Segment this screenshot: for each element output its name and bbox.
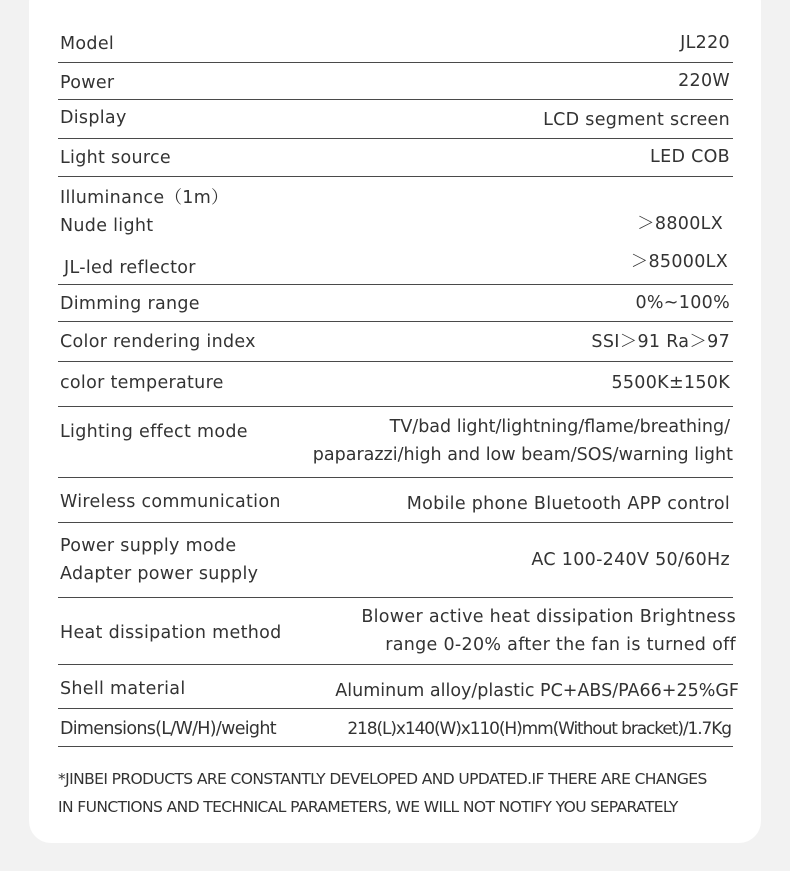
spec-value: Mobile phone Bluetooth APP control [406,494,730,514]
spec-row-shell-material [58,664,739,709]
spec-label: Dimming range [60,294,200,314]
spec-row-power [58,62,733,100]
spec-value-line1: Blower active heat dissipation Brightness [361,607,736,627]
spec-value-line2: range 0-20% after the fan is turned off [385,635,736,655]
spec-value: 0%~100% [635,293,730,313]
spec-sub-value-reflector: ＞85000LX [630,252,728,272]
spec-label: Illuminance（1m） [60,188,229,208]
spec-row-cri [58,321,733,362]
spec-row-dimensions [58,708,733,747]
spec-value: Aluminum alloy/plastic PC+ABS/PA66+25%GF [335,681,739,701]
spec-label: Power [60,73,115,93]
spec-label-line2: Adapter power supply [60,564,259,584]
spec-value: AC 100-240V 50/60Hz [531,550,730,570]
spec-label: Model [60,34,115,54]
spec-label: Light source [60,148,171,168]
spec-value-line2: paparazzi/high and low beam/SOS/warning light [312,445,733,465]
spec-row-light-source [58,138,733,177]
spec-row-heat-dissipation [58,597,736,665]
spec-row-illuminance [58,176,733,285]
spec-label: Lighting effect mode [60,422,248,442]
spec-label: color temperature [60,373,224,393]
spec-sub-label-nude: Nude light [60,216,154,236]
spec-row-model [58,24,733,63]
spec-label: Shell material [60,679,186,699]
spec-value: 5500K±150K [611,373,730,393]
spec-row-display [58,99,733,139]
spec-row-wireless [58,477,733,523]
spec-label: Display [60,108,127,128]
spec-sub-label-reflector: JL-led reflector [64,258,196,278]
spec-label: Heat dissipation method [60,623,282,643]
spec-row-power-supply [58,522,733,598]
spec-label: Color rendering index [60,332,256,352]
spec-row-lighting-effect [58,406,733,478]
spec-row-dimming [58,284,733,322]
spec-value: LED COB [650,147,730,167]
disclaimer-line1: *JINBEI PRODUCTS ARE CONSTANTLY DEVELOPED AND UPDATED.IF THERE ARE CHANGES [58,770,707,788]
spec-label-line1: Power supply mode [60,536,237,556]
spec-label: Dimensions(L/W/H)/weight [60,719,276,739]
spec-value: JL220 [680,33,730,53]
spec-value: 220W [678,71,730,91]
spec-value: SSI＞91 Ra＞97 [591,332,730,352]
disclaimer-line2: IN FUNCTIONS AND TECHNICAL PARAMETERS, WE WILL NOT NOTIFY YOU SEPARATELY [58,798,678,816]
spec-row-color-temperature [58,361,733,407]
spec-sub-value-nude: ＞8800LX [637,214,723,234]
spec-value: LCD segment screen [543,110,730,130]
spec-value-line1: TV/bad light/lightning/flame/breathing/ [389,417,730,437]
spec-value: 218(L)x140(W)x110(H)mm(Without bracket)/1.7Kg [347,719,731,739]
spec-label: Wireless communication [60,492,281,512]
